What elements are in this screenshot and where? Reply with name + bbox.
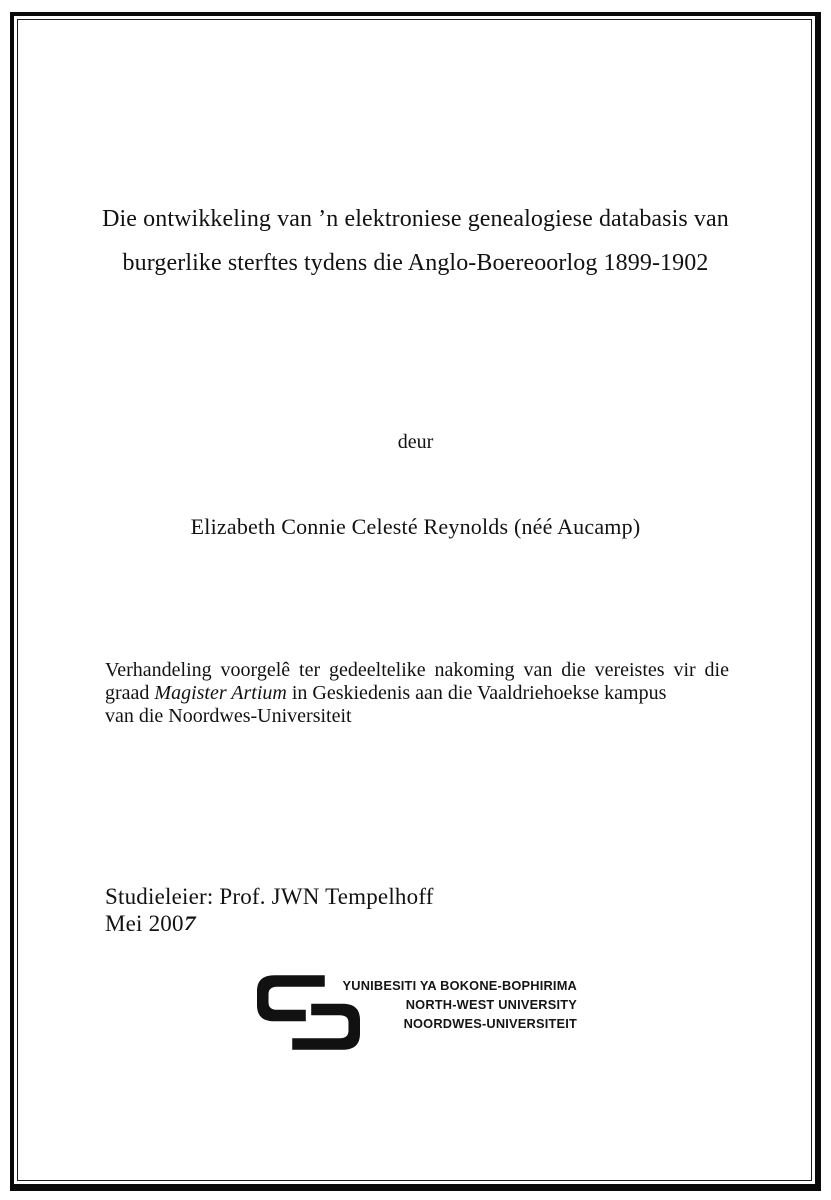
date-line (105, 910, 434, 937)
byline-deur: deur (397, 431, 434, 453)
title-line-2: burgerlike sterftes tydens die Anglo-Boereoorlog 1899-1902 (122, 250, 709, 276)
supervisor-and-date-block (105, 883, 434, 937)
date-last-digit: 7 (181, 912, 198, 935)
submission-line-2-suffix: in Geskiedenis aan die Vaaldriehoekse kampus (286, 682, 667, 704)
university-name-line-2: NORTH-WEST UNIVERSITY (405, 997, 577, 1013)
submission-line-2 (105, 682, 729, 705)
submission-line-2-prefix: graad (105, 682, 155, 704)
thesis-title (40, 197, 791, 285)
submission-line-3: van die Noordwes-Universiteit (105, 705, 352, 727)
supervisor-line: Studieleier: Prof. JWN Tempelhoff (105, 884, 434, 909)
submission-statement (105, 659, 729, 728)
university-name-line-1: YUNIBESITI YA BOKONE-BOPHIRIMA (342, 978, 577, 993)
submission-line-1: Verhandeling voorgelê ter gedeeltelike nakoming van die vereistes vir die (105, 659, 729, 681)
university-name-line-3: NOORDWES-UNIVERSITEIT (403, 1016, 577, 1032)
author-name: Elizabeth Connie Celesté Reynolds (néé Aucamp) (190, 514, 641, 539)
degree-name-italic: Magister Artium (154, 682, 287, 704)
date-prefix: Mei 200 (105, 911, 184, 936)
title-line-1: Die ontwikkeling van ’n elektroniese genealogiese databasis van (102, 206, 729, 232)
university-name (343, 976, 577, 1034)
